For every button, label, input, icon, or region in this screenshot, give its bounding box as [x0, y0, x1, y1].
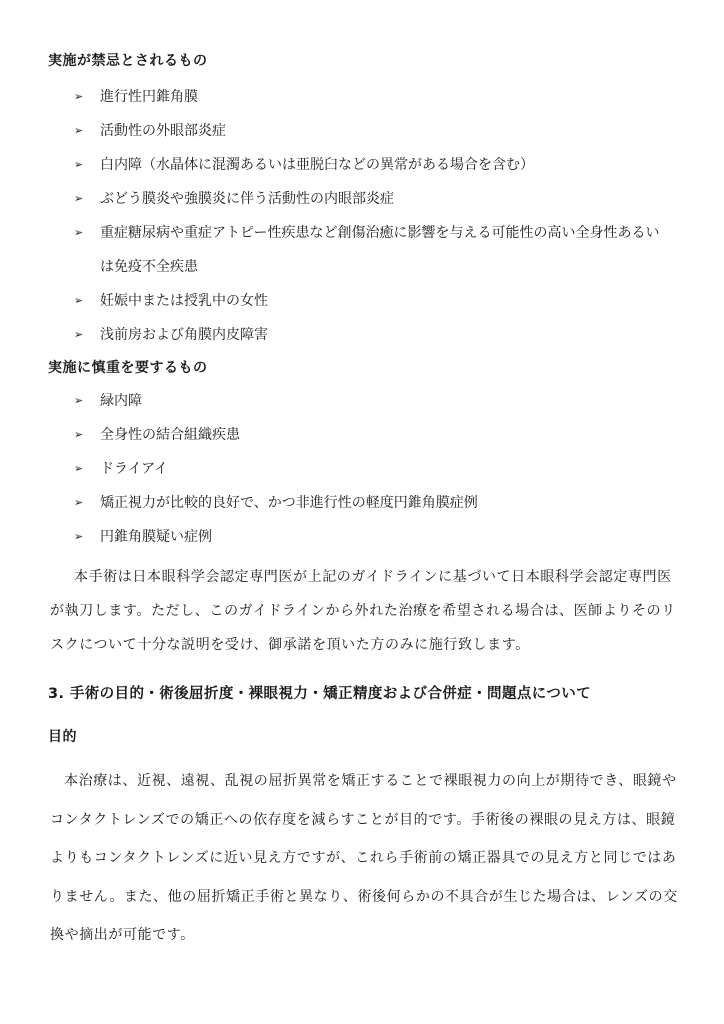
paragraph-line: 本手術は日本眼科学会認定専門医が上記のガイドラインに基づいて日本眼科学会認定専門医 — [74, 569, 672, 585]
list-item: ➢ ドライアイ — [74, 452, 478, 486]
purpose-heading: 目的 — [48, 729, 77, 745]
list-item: ➢ 円錐角膜疑い症例 — [74, 520, 478, 554]
paragraph-line: コンタクトレンズでの矯正への依存度を減らすことが目的です。手術後の裸眼の見え方は、眼鏡 — [50, 811, 676, 828]
arrow-bullet-icon: ➢ — [74, 124, 84, 137]
paragraph-line: 本治療は、近視、遠視、乱視の屈折異常を矯正することで裸眼視力の向上が期待でき、眼鏡や — [64, 773, 677, 789]
arrow-bullet-icon: ➢ — [74, 462, 84, 475]
arrow-bullet-icon: ➢ — [74, 394, 84, 407]
arrow-bullet-icon: ➢ — [74, 328, 84, 341]
list-item: ➢ 妊娠中または授乳中の女性 — [74, 284, 659, 318]
arrow-bullet-icon: ➢ — [74, 158, 84, 171]
arrow-bullet-icon: ➢ — [74, 496, 84, 509]
paragraph-line: 換や摘出が可能です。 — [50, 927, 195, 943]
paragraph-line: よりもコンタクトレンズに近い見え方ですが、これら手術前の矯正器具での見え方と同じではあ — [50, 850, 677, 866]
list-item: ➢ 白内障（水晶体に混濁あるいは亜脱臼などの異常がある場合を含む） — [74, 148, 659, 182]
caution-list — [74, 384, 478, 554]
list-item: ➢ 重症糖尿病や重症アトピー性疾患など創傷治癒に影響を与える可能性の高い全身性あるい — [74, 216, 659, 250]
arrow-bullet-icon: ➢ — [74, 294, 84, 307]
caution-heading: 実施に慎重を要するもの — [48, 360, 208, 376]
list-item: ➢ 浅前房および角膜内皮障害 — [74, 318, 659, 352]
list-item: ➢ 矯正視力が比較的良好で、かつ非進行性の軽度円錐角膜症例 — [74, 486, 478, 520]
arrow-bullet-icon: ➢ — [74, 530, 84, 543]
list-item: ➢ 緑内障 — [74, 384, 478, 418]
arrow-bullet-icon: ➢ — [74, 226, 84, 239]
purpose-paragraph — [50, 762, 690, 955]
arrow-bullet-icon: ➢ — [74, 90, 84, 103]
arrow-bullet-icon: ➢ — [74, 192, 84, 205]
surgery-paragraph — [50, 560, 690, 662]
contraindicated-list — [74, 80, 659, 352]
arrow-bullet-icon: ➢ — [74, 428, 84, 441]
contraindicated-heading: 実施が禁忌とされるもの — [48, 53, 208, 69]
paragraph-line: りません。また、他の屈折矯正手術と異なり、術後何らかの不具合が生じた場合は、レンズの交 — [50, 888, 678, 905]
list-item: ➢ 全身性の結合組織疾患 — [74, 418, 478, 452]
paragraph-line: が執刀します。ただし、このガイドラインから外れた治療を希望される場合は、医師よりそのリ — [50, 603, 676, 619]
list-item: ➢ ぶどう膜炎や強膜炎に伴う活動性の内眼部炎症 — [74, 182, 659, 216]
section-3-title: 3. 手術の目的・術後屈折度・裸眼視力・矯正精度および合併症・問題点について — [48, 686, 592, 702]
list-item-continuation: は免疫不全疾患 — [100, 259, 198, 275]
list-item: ➢ 活動性の外眼部炎症 — [74, 114, 659, 148]
paragraph-line: スクについて十分な説明を受け、御承諾を頂いた方のみに施行致します。 — [50, 637, 530, 653]
list-item: ➢ 進行性円錐角膜 — [74, 80, 659, 114]
